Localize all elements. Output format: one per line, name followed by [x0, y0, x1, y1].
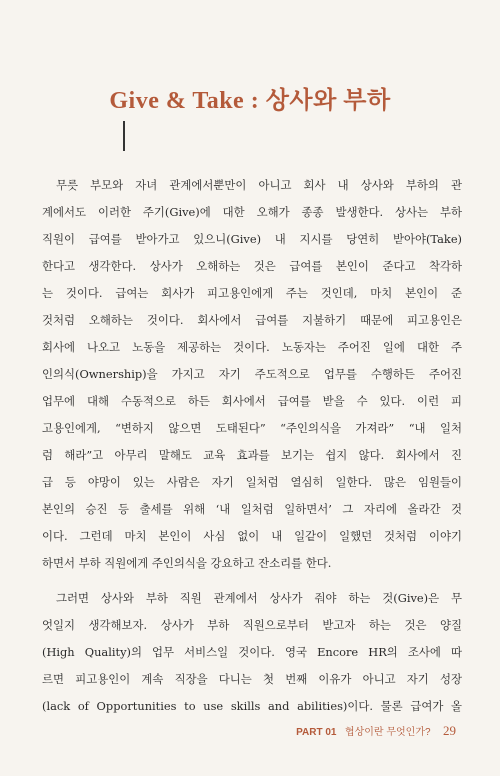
- text-line: 한다고 생각한다. 상사가 오해하는 것은 급여를 본인이 준다고 착각하: [42, 259, 462, 273]
- text-line: 회사에 나오고 노동을 제공하는 것이다. 노동자는 주어진 일에 대한 주: [42, 340, 462, 354]
- chapter-title: 협상이란 무엇인가?: [344, 727, 431, 738]
- text-line: 이다. 그런데 마치 본인이 사심 없이 내 일같이 일했던 것처럼 이야기: [42, 529, 462, 543]
- body-text: [42, 172, 462, 720]
- text-line: 업무에 대해 수동적으로 하든 회사에서 급여를 받을 수 있다. 이런 피: [42, 394, 462, 408]
- text-line: 계에서도 이러한 주기(Give)에 대한 오해가 종종 발생한다. 상사는 부하: [42, 205, 462, 219]
- paragraph-2: [42, 585, 462, 720]
- text-line: 인의식(Ownership)을 가지고 자기 주도적으로 업무를 수행하든 주어진: [42, 367, 462, 381]
- section-title: Give & Take : 상사와 부하: [109, 88, 391, 114]
- text-line: 르면 피고용인이 계속 직장을 다니는 첫 번째 이유가 아니고 자기 성장: [42, 672, 462, 686]
- text-line: (High Quality)의 업무 서비스일 것이다. 영국 Encore HR의 조사에 따: [42, 645, 462, 659]
- text-line: 것처럼 오해하는 것이다. 회사에서 급여를 지불하기 때문에 피고용인은: [42, 313, 462, 327]
- text-line: 엇일지 생각해보자. 상사가 부하 직원으로부터 받고자 하는 것은 양질: [42, 618, 462, 632]
- text-line: 고용인에게, “변하지 않으면 도태된다” “주인의식을 가져라” “내 일처: [42, 421, 462, 435]
- text-line: 급 등 야망이 있는 사람은 자기 일처럼 열심히 일한다. 많은 임원들이: [42, 475, 462, 489]
- text-line: 직원이 급여를 받아가고 있으니(Give) 내 지시를 당연히 받아야(Take): [42, 232, 462, 246]
- text-line: 그러면 상사와 부하 직원 관계에서 상사가 줘야 하는 것(Give)은 무: [56, 591, 462, 605]
- page-number: 29: [443, 723, 456, 738]
- part-label: PART 01: [296, 727, 337, 738]
- text-line: 는 것이다. 급여는 회사가 피고용인에게 주는 것인데, 마치 본인이 준: [42, 286, 462, 300]
- text-line: (lack of Opportunities to use skills and abilities)이다. 물론 급여가 올: [42, 699, 462, 713]
- text-line: 럼 해라”고 아무리 말해도 교육 효과를 보기는 쉽지 않다. 회사에서 진: [42, 448, 462, 462]
- page-footer: [296, 722, 456, 740]
- text-line: 본인의 승진 등 출세를 위해 ‘내 일처럼 일하면서’ 그 자리에 올라간 것: [42, 502, 462, 516]
- paragraph-1: [42, 172, 462, 577]
- title-divider: [123, 121, 125, 151]
- text-line: 무릇 부모와 자녀 관계에서뿐만이 아니고 회사 내 상사와 부하의 관: [56, 178, 462, 192]
- text-line: 하면서 부하 직원에게 주인의식을 강요하고 잔소리를 한다.: [42, 556, 332, 570]
